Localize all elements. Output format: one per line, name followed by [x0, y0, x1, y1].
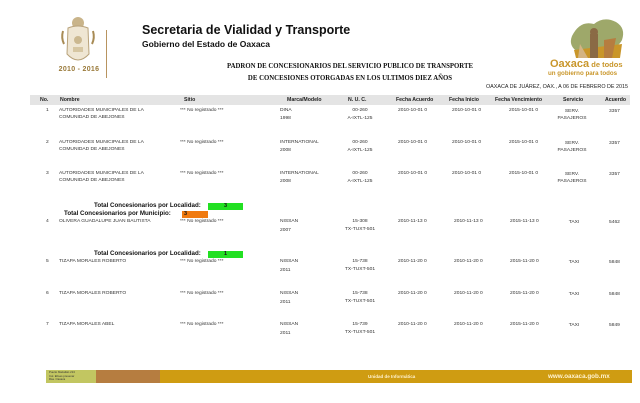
column-header-fecha-inicio: Fecha Inicio: [449, 96, 479, 103]
column-header-servicio: Servicio: [563, 96, 584, 103]
document-title-line1: PADRON DE CONCESIONARIOS DEL SERVICIO PUBLICO DE TRANSPORTE: [226, 63, 474, 70]
cell-no: 6: [46, 291, 49, 296]
footer-address-line2: Col. Ehses presenar: [49, 373, 75, 378]
brand-tagline: un gobierno para todos: [548, 70, 618, 77]
cell-no: 2: [46, 140, 49, 145]
footer-unit-label: Unidad de Informática: [368, 374, 416, 379]
cell-nuc-line2: TX-TUXT-501: [344, 299, 376, 304]
cell-nuc-line2: TX-TUXT-501: [344, 267, 376, 272]
cell-fecha-inicio: 2010-11-20 0: [454, 291, 483, 296]
cell-marca: NISSAN: [280, 259, 299, 264]
cell-marca: INTERNATIONAL: [280, 171, 319, 176]
state-crest-logo: [58, 14, 98, 66]
cell-fecha-acuerdo: 2010-11-13 0: [398, 219, 427, 224]
cell-fecha-inicio: 2010-10-01 0: [452, 108, 482, 113]
cell-nuc: 15-738: [352, 259, 368, 264]
cell-nuc-line2: TX-TUXT-501: [344, 227, 376, 232]
place-and-date: OAXACA DE JUÁREZ, OAX., A 06 DE FEBRERO DE 2015: [485, 84, 628, 90]
cell-fecha-inicio: 2010-10-01 0: [452, 140, 482, 145]
cell-modelo: 2008: [280, 179, 291, 184]
cell-servicio: TAXI: [568, 292, 580, 297]
cell-nuc: 00-260: [352, 140, 368, 145]
cell-nuc: 00-260: [352, 171, 368, 176]
cell-fecha-vencimiento: 2015-11-13 0: [510, 219, 539, 224]
cell-fecha-vencimiento: 2015-11-20 0: [510, 259, 539, 264]
cell-fecha-acuerdo: 2010-10-01 0: [398, 108, 428, 113]
cell-nombre: AUTORIDADES MUNICIPALES DE LA: [59, 108, 144, 113]
footer-address-block: [46, 370, 96, 383]
total-localidad-value: 3: [208, 203, 243, 210]
cell-fecha-vencimiento: 2015-10-01 0: [509, 171, 539, 176]
cell-nombre: TIZAPA MORALES ROBERTO: [59, 259, 127, 264]
cell-modelo: 2011: [280, 331, 291, 336]
brand-name-suffix: de todos: [589, 60, 623, 69]
cell-nombre: AUTORIDADES MUNICIPALES DE LA: [59, 171, 144, 176]
cell-nuc: 15-738: [352, 291, 368, 296]
total-municipio-label: Total Concesionarios por Municipio:: [64, 210, 171, 217]
cell-sitio: *** No registrado ***: [180, 219, 224, 224]
org-title: Secretaria de Vialidad y Transporte: [142, 23, 351, 37]
cell-fecha-acuerdo: 2010-11-20 0: [398, 322, 427, 327]
cell-nombre-line2: COMUNIDAD DE ABEJONES: [59, 115, 125, 120]
org-subtitle: Gobierno del Estado de Oaxaca: [142, 39, 271, 49]
cell-fecha-vencimiento: 2015-11-20 0: [510, 322, 539, 327]
cell-nombre: OLIVERA GUADALUPE JUAN BAUTISTA: [59, 219, 151, 224]
cell-acuerdo: 5848: [609, 260, 620, 265]
cell-sitio: *** No registrado ***: [180, 291, 224, 296]
cell-acuerdo: 3357: [609, 141, 620, 146]
document-title-line2: DE CONCESIONES OTORGADAS EN LOS ULTIMOS DIEZ AÑOS: [247, 75, 453, 82]
total-localidad-label: Total Concesionarios por Localidad:: [94, 250, 201, 257]
column-header-marca-modelo: Marca/Modelo: [287, 96, 322, 103]
cell-servicio-line2: PASAJEROS: [557, 179, 587, 184]
cell-fecha-acuerdo: 2010-11-20 0: [398, 291, 427, 296]
column-header-fecha-vencimiento: Fecha Vencimiento: [495, 96, 542, 103]
header-divider: [106, 30, 107, 78]
column-header-nombre: Nombre: [60, 96, 80, 103]
cell-fecha-vencimiento: 2015-10-01 0: [509, 140, 539, 145]
column-header-fecha-acuerdo: Fecha Acuerdo: [396, 96, 434, 103]
column-header-nuc: N. U. C.: [348, 96, 367, 103]
cell-fecha-acuerdo: 2010-11-20 0: [398, 259, 427, 264]
cell-no: 4: [46, 219, 49, 224]
cell-no: 3: [46, 171, 49, 176]
cell-fecha-inicio: 2010-11-13 0: [454, 219, 483, 224]
total-municipio-value: 3: [182, 211, 208, 218]
cell-sitio: *** No registrado ***: [180, 259, 224, 264]
cell-fecha-vencimiento: 2015-11-20 0: [510, 291, 539, 296]
cell-nombre-line2: COMUNIDAD DE ABEJONES: [59, 147, 125, 152]
cell-no: 7: [46, 322, 49, 327]
footer-website-link[interactable]: www.oaxaca.gob.mx: [548, 373, 610, 380]
brand-name-main: Oaxaca: [550, 58, 590, 70]
cell-nuc: 00-260: [352, 108, 368, 113]
cell-marca: NISSAN: [280, 322, 299, 327]
cell-no: 5: [46, 259, 49, 264]
cell-fecha-inicio: 2010-11-20 0: [454, 322, 483, 327]
total-localidad-value: 1: [208, 251, 243, 258]
column-header-no: No.: [40, 96, 49, 103]
cell-nombre: TIZAPA MORALES ABEL: [59, 322, 115, 327]
cell-nuc-line2: A-IXTL-125: [347, 179, 373, 184]
cell-fecha-vencimiento: 2015-10-01 0: [509, 108, 539, 113]
cell-marca: INTERNATIONAL: [280, 140, 319, 145]
cell-modelo: 2011: [280, 268, 291, 273]
cell-servicio: SERV.: [564, 141, 580, 146]
footer-address-line3: Rsa. Oaxaca: [49, 377, 66, 382]
cell-nombre-line2: COMUNIDAD DE ABEJONES: [59, 178, 125, 183]
cell-nuc: 15-739: [352, 322, 368, 327]
cell-acuerdo: 5462: [609, 220, 620, 225]
cell-servicio: SERV.: [564, 109, 580, 114]
cell-sitio: *** No registrado ***: [180, 108, 224, 113]
cell-sitio: *** No registrado ***: [180, 140, 224, 145]
cell-fecha-inicio: 2010-11-20 0: [454, 259, 483, 264]
cell-nuc-line2: A-IXTL-125: [347, 116, 373, 121]
cell-acuerdo: 5848: [609, 292, 620, 297]
cell-servicio-line2: PASAJEROS: [557, 148, 587, 153]
cell-servicio: TAXI: [568, 220, 580, 225]
column-header-acuerdo: Acuerdo: [605, 96, 627, 103]
cell-modelo: 2007: [280, 228, 291, 233]
cell-sitio: *** No registrado ***: [180, 322, 224, 327]
column-header-sitio: Sitio: [184, 96, 196, 103]
footer-gold-band: [160, 370, 632, 383]
cell-servicio: TAXI: [568, 260, 580, 265]
cell-servicio-line2: PASAJEROS: [557, 116, 587, 121]
cell-nuc-line2: TX-TUXT-501: [344, 330, 376, 335]
cell-nuc: 15-308: [352, 219, 368, 224]
cell-fecha-inicio: 2010-10-01 0: [452, 171, 482, 176]
cell-modelo: 2011: [280, 300, 291, 305]
cell-acuerdo: 5849: [609, 323, 620, 328]
cell-marca: NISSAN: [280, 291, 299, 296]
cell-fecha-acuerdo: 2010-10-01 0: [398, 140, 428, 145]
footer-brown-band: [96, 370, 160, 383]
cell-nombre: TIZAPA MORALES ROBERTO: [59, 291, 127, 296]
cell-servicio: SERV.: [564, 172, 580, 177]
cell-fecha-acuerdo: 2010-10-01 0: [398, 171, 428, 176]
cell-marca: DINA: [280, 108, 292, 113]
cell-marca: NISSAN: [280, 219, 299, 224]
total-localidad-label: Total Concesionarios por Localidad:: [94, 202, 201, 209]
cell-modelo: 1998: [280, 116, 291, 121]
cell-acuerdo: 3357: [609, 172, 620, 177]
cell-sitio: *** No registrado ***: [180, 171, 224, 176]
cell-acuerdo: 3357: [609, 109, 620, 114]
footer-address-line1: Puerto Mazatlán 213: [49, 370, 75, 374]
cell-servicio: TAXI: [568, 323, 580, 328]
cell-modelo: 2008: [280, 148, 291, 153]
cell-no: 1: [46, 108, 49, 113]
crest-years: 2010 - 2016: [58, 66, 100, 73]
brand-name: [550, 58, 623, 70]
cell-nuc-line2: A-IXTL-125: [347, 148, 373, 153]
cell-nombre: AUTORIDADES MUNICIPALES DE LA: [59, 140, 144, 145]
